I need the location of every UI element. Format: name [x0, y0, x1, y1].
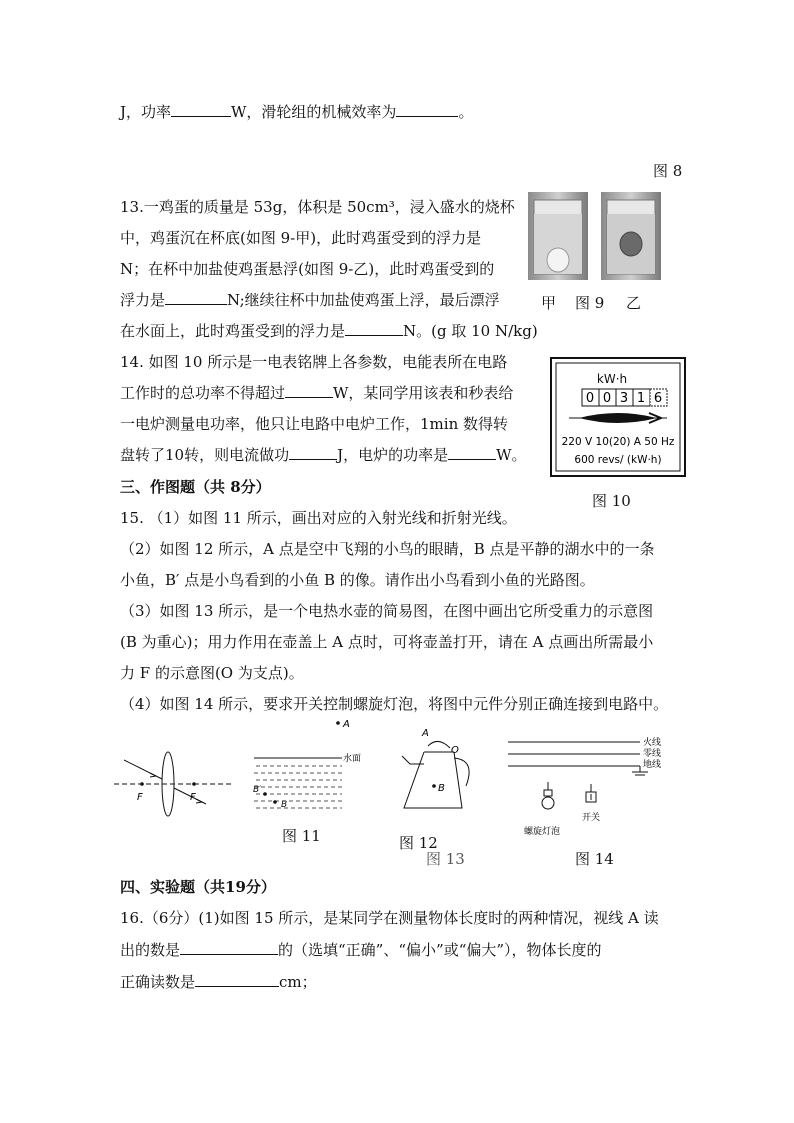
q14-text-4a: 盘转了10转，则电流做功 [120, 446, 290, 464]
q12-text-b: W，滑轮组的机械效率为 [231, 103, 397, 121]
q14-text-2b: W，某同学用该表和秒表给 [333, 384, 514, 402]
fig13-o: O [451, 745, 459, 756]
fig14-circuit [504, 732, 674, 842]
q15-line-4: （3）如图 13 所示，是一个电热水壶的简易图，在图中画出它所受重力的示意图 [120, 602, 654, 620]
q16-line-1: 16.（6分）(1)如图 15 所示，是某同学在测量物体长度时的两种情况，视线 A 读 [120, 909, 659, 927]
q13-text-4b: N;继续往杯中加盐使鸡蛋上浮，最后漂浮 [227, 291, 500, 309]
q14-text-4b: J，电炉的功率是 [337, 446, 449, 464]
fig11-lens [110, 740, 238, 820]
q16-text-3a: 正确读数是 [120, 973, 196, 991]
fig13-a: A [422, 728, 429, 739]
fig12-caption: 图 12 [399, 834, 438, 852]
fig10-meter [549, 356, 687, 478]
fig14-fire: 火线 [643, 738, 662, 748]
q13-text-4a: 浮力是 [120, 291, 166, 309]
q13-text-5b: N。(g 取 10 N/kg) [403, 322, 538, 340]
q13-text-5a: 在水面上，此时鸡蛋受到的浮力是 [120, 322, 346, 340]
fig8-caption: 图 8 [653, 162, 683, 180]
section4-heading: 四、实验题（共19分） [120, 878, 276, 896]
fig14-ground: 地线 [643, 760, 662, 770]
meter-digit-1: 0 [585, 391, 595, 406]
q16-blank-2[interactable] [195, 971, 279, 987]
fig12-water-label: 水面 [343, 754, 362, 764]
q14-blank-3[interactable] [448, 444, 496, 460]
meter-rating: 220 V 10(20) A 50 Hz [561, 436, 675, 448]
q15-line-3: 小鱼，B′ 点是小鸟看到的小鱼 B 的像。请作出小鸟看到小鱼的光路图。 [120, 571, 595, 589]
fig13-b: B [438, 783, 445, 794]
q12-text-c: 。 [458, 103, 474, 121]
q13-line-2: 中，鸡蛋沉在杯底(如图 9-甲)，此时鸡蛋受到的浮力是 [120, 229, 482, 247]
meter-digit-4: 1 [636, 391, 646, 406]
fig11-f1: F [137, 792, 143, 803]
meter-unit: kW·h [596, 372, 628, 386]
q14-line-2 [120, 382, 513, 404]
fig14-switch [586, 784, 596, 802]
fig9-jia: 甲 [541, 294, 557, 312]
fig9-beaker-yi [601, 192, 661, 280]
q13-blank-2[interactable] [165, 289, 227, 305]
q14-line-1: 14. 如图 10 所示是一电表铭牌上各参数，电能表所在电路 [120, 353, 508, 371]
fig12-a: A [343, 719, 350, 730]
q15-line-2: （2）如图 12 所示，A 点是空中飞翔的小鸟的眼睛，B 点是平静的湖水中的一条 [120, 540, 655, 558]
meter-digit-5: 6 [653, 391, 663, 406]
q16-line-3 [120, 971, 317, 993]
fig14-bulb-label: 螺旋灯泡 [524, 827, 561, 837]
fig12-bp: B′ [253, 785, 262, 795]
meter-revs: 600 revs/ (kW·h) [574, 454, 662, 466]
meter-digit-3: 3 [619, 391, 629, 406]
q13-line-3: N；在杯中加盐使鸡蛋悬浮(如图 9-乙)，此时鸡蛋受到的 [120, 260, 495, 278]
q15-line-7: （4）如图 14 所示，要求开关控制螺旋灯泡，将图中元件分别正确连接到电路中。 [120, 695, 669, 713]
fig12-water [250, 716, 362, 812]
q14-line-4 [120, 444, 527, 466]
q14-blank-1[interactable] [285, 382, 333, 398]
q13-blank-3[interactable] [345, 320, 403, 336]
q14-text-4c: W。 [496, 446, 527, 464]
fig13-kettle [398, 724, 498, 816]
q14-blank-2[interactable] [289, 444, 337, 460]
fig12-b: B [281, 800, 288, 810]
q13-line-1: 13.一鸡蛋的质量是 53g，体积是 50cm³，浸入盛水的烧杯 [120, 198, 515, 216]
q16-line-2 [120, 939, 602, 961]
q13-line-5 [120, 320, 538, 342]
q15-line-5: (B 为重心)；用力作用在壶盖上 A 点时，可将壶盖打开，请在 A 点画出所需最小 [120, 633, 654, 651]
q14-text-2a: 工作时的总功率不得超过 [120, 384, 286, 402]
fig14-bulb [542, 782, 554, 809]
q16-blank-1[interactable] [180, 939, 278, 955]
fig11-caption: 图 11 [282, 827, 321, 845]
fig9-caption: 图 9 [575, 294, 605, 312]
q13-line-4 [120, 289, 500, 311]
fig10-caption: 图 10 [592, 492, 631, 510]
q14-line-3: 一电炉测量电功率，他只让电路中电炉工作，1min 数得转 [120, 415, 508, 433]
fig13-caption: 图 13 [426, 850, 465, 868]
q12-blank-efficiency[interactable] [396, 101, 458, 117]
fig14-caption: 图 14 [575, 850, 614, 868]
fig9-beaker-jia [528, 192, 588, 280]
q16-text-2b: 的（选填“正确”、“偏小”或“偏大”），物体长度的 [278, 941, 602, 959]
fig9-yi: 乙 [626, 294, 642, 312]
fig11-f2: F [190, 792, 196, 803]
fig14-switch-label: 开关 [582, 813, 601, 823]
q12-text-a: J，功率 [120, 103, 172, 121]
q16-text-3b: cm； [279, 973, 317, 991]
q15-line-6: 力 F 的示意图(O 为支点)。 [120, 664, 304, 682]
q16-text-2a: 出的数是 [120, 941, 181, 959]
fig14-zero: 零线 [643, 749, 662, 759]
q12-blank-power[interactable] [171, 101, 231, 117]
meter-digit-2: 0 [602, 391, 612, 406]
q12-line [120, 101, 473, 123]
q15-line-1: 15. （1）如图 11 所示，画出对应的入射光线和折射光线。 [120, 509, 517, 527]
section3-heading: 三、作图题（共 8分） [120, 478, 271, 496]
